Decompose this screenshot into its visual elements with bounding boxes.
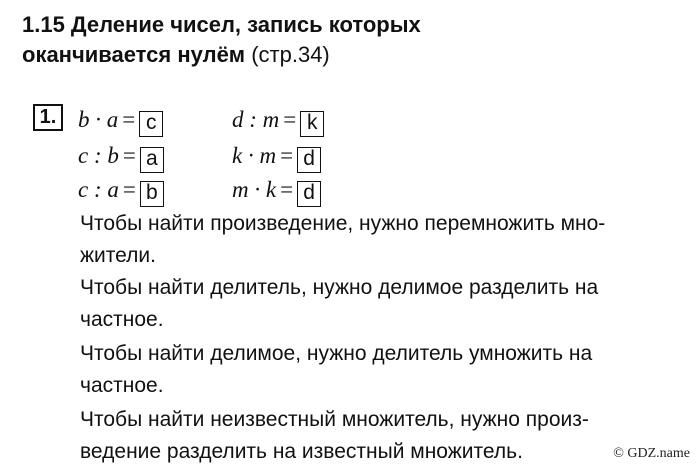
rule-line: частное. [80, 374, 164, 397]
rule-paragraph [80, 272, 680, 336]
equation-row: c : b = a [78, 142, 164, 173]
rule-line: Чтобы найти делитель, нужно делимое разделить на [80, 276, 599, 299]
equation-row: k · m = d [232, 142, 321, 173]
answer-box: a [140, 147, 164, 173]
page-reference: (стр.34) [251, 42, 330, 67]
answer-box: d [297, 181, 321, 207]
answer-box: d [297, 147, 321, 173]
rule-paragraph [80, 208, 680, 272]
equation-row: c : a = b [78, 176, 164, 207]
equation-lhs: c : a [78, 177, 119, 202]
section-title-line1: 1.15 Деление чисел, запись которых [22, 12, 421, 37]
answer-box: c [139, 111, 163, 137]
equation-lhs: m · k [232, 177, 277, 202]
equation-lhs: c : b [78, 143, 119, 168]
answer-box: b [140, 181, 164, 207]
watermark: © GDZ.name [613, 446, 690, 461]
rule-line: Чтобы найти неизвестный множитель, нужно произ- [80, 408, 589, 431]
rule-line: частное. [80, 308, 164, 331]
equation-lhs: b · a [78, 107, 119, 132]
rule-line: ведение разделить на известный множитель. [80, 440, 523, 463]
task-number-box: 1. [33, 104, 63, 131]
section-title-line2 [22, 40, 421, 70]
section-title-text: оканчивается нулём [22, 42, 246, 67]
equation-row: b · a = c [78, 106, 163, 137]
rule-line: Чтобы найти произведение, нужно перемножить мно- [80, 212, 606, 235]
equation-row: d : m = k [232, 106, 324, 137]
equation-row: m · k = d [232, 176, 321, 207]
answer-box: k [300, 111, 324, 137]
rule-line: жители. [80, 244, 156, 267]
rule-paragraph [80, 338, 680, 402]
section-heading [22, 10, 421, 70]
equation-lhs: d : m [232, 107, 280, 132]
rule-paragraph [80, 404, 680, 468]
rule-line: Чтобы найти делимое, нужно делитель умножить на [80, 342, 593, 365]
equation-lhs: k · m [232, 143, 277, 168]
